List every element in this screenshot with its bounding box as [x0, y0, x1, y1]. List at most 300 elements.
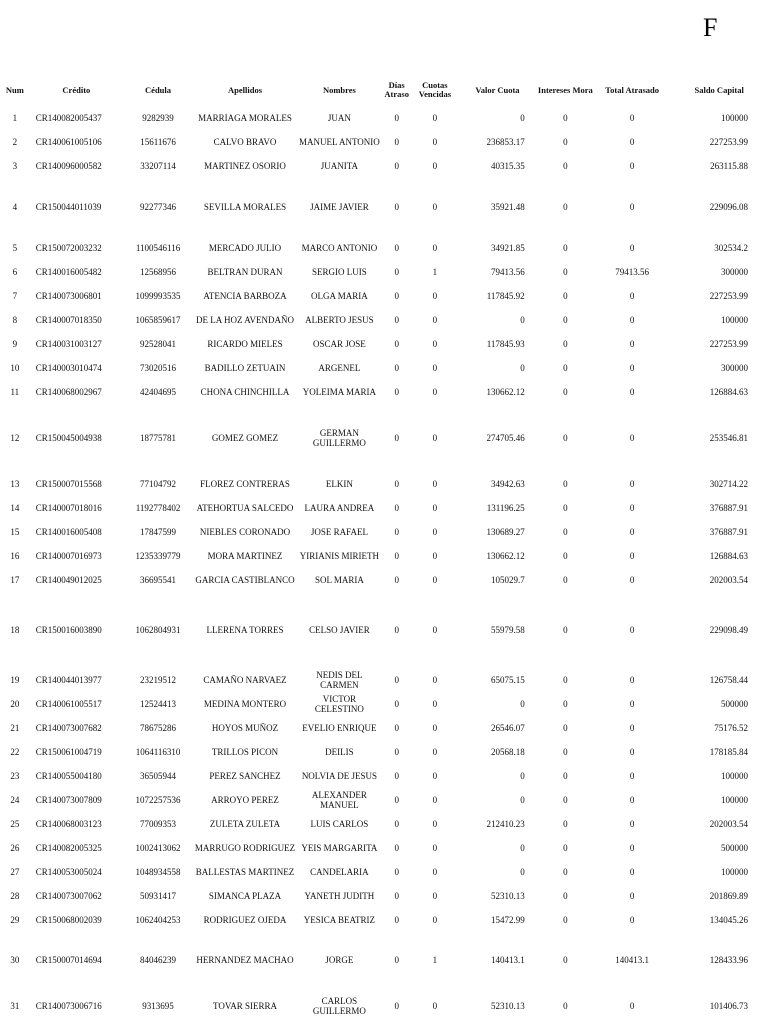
- cell-saldo-capital: 126884.63: [709, 387, 748, 397]
- cell-valor-cuota: 236853.17: [486, 137, 525, 147]
- cell-cuotas-vencidas: 1: [432, 955, 438, 965]
- cell-credito: CR150045004938: [35, 433, 102, 443]
- cell-num: 27: [10, 867, 20, 877]
- cell-valor-cuota: 34942.63: [490, 479, 525, 489]
- table-row: [0, 380, 768, 404]
- cell-valor-cuota: 117845.92: [486, 291, 525, 301]
- cell-cedula: 18775781: [140, 433, 177, 443]
- table-row: [0, 496, 768, 520]
- cell-dias-atraso: 0: [394, 551, 399, 561]
- cell-cuotas-vencidas: 0: [432, 843, 438, 853]
- cell-cedula: 9282939: [142, 113, 174, 123]
- cell-saldo-capital: 202003.54: [709, 575, 748, 585]
- cell-cedula: 50931417: [140, 891, 177, 901]
- cell-num: 10: [10, 363, 20, 373]
- cell-num: 16: [10, 551, 20, 561]
- cell-total-atrasado: 0: [629, 891, 635, 901]
- cell-apellidos: ZULETA ZULETA: [209, 819, 281, 829]
- cell-cedula: 84046239: [140, 955, 177, 965]
- cell-cedula: 1002413062: [135, 843, 181, 853]
- cell-valor-cuota: 105029.7: [490, 575, 525, 585]
- cell-apellidos: BADILLO ZETUAIN: [204, 363, 286, 373]
- cell-cuotas-vencidas: 0: [432, 747, 438, 757]
- cell-intereses-mora: 0: [563, 795, 568, 805]
- cell-credito: CR140073006716: [35, 1001, 102, 1011]
- cell-num: 4: [12, 202, 18, 212]
- table-row: [0, 178, 768, 236]
- cell-valor-cuota: 0: [520, 843, 525, 853]
- cell-credito: CR140068002967: [35, 387, 102, 397]
- cell-saldo-capital: 128433.96: [709, 955, 748, 965]
- cell-total-atrasado: 0: [629, 113, 635, 123]
- cell-num: 26: [10, 843, 20, 853]
- cell-credito: CR140049012025: [35, 575, 102, 585]
- cell-credito: CR140061005517: [35, 699, 102, 709]
- cell-total-atrasado: 0: [629, 339, 635, 349]
- cell-cuotas-vencidas: 0: [432, 433, 438, 443]
- cell-cedula: 12568956: [140, 267, 177, 277]
- cell-dias-atraso: 0: [394, 819, 399, 829]
- cell-nombres: YANETH JUDITH: [304, 891, 375, 901]
- cell-intereses-mora: 0: [563, 339, 568, 349]
- cell-credito: CR140073007809: [35, 795, 102, 805]
- cell-dias-atraso: 0: [394, 955, 399, 965]
- cell-intereses-mora: 0: [563, 202, 568, 212]
- cell-saldo-capital: 126758.44: [709, 675, 748, 685]
- cell-apellidos: BELTRAN DURAN: [207, 267, 283, 277]
- cell-num: 5: [12, 243, 18, 253]
- cell-saldo-capital: 302714.22: [709, 479, 748, 489]
- cell-saldo-capital: 227253.99: [709, 137, 748, 147]
- table-row: [0, 788, 768, 812]
- cell-apellidos: TRILLOS PICON: [211, 747, 279, 757]
- cell-intereses-mora: 0: [563, 625, 568, 635]
- cell-saldo-capital: 75176.52: [714, 723, 748, 733]
- cell-valor-cuota: 130662.12: [486, 387, 525, 397]
- cell-nombres: ARGENEL: [318, 363, 361, 373]
- cell-cedula: 9313695: [142, 1001, 174, 1011]
- cell-intereses-mora: 0: [563, 161, 568, 171]
- cell-apellidos: CHONA CHINCHILLA: [200, 387, 290, 397]
- cell-nombres: SOL MARIA: [314, 575, 364, 585]
- cell-nombres: CARLOS GUILLERMO: [312, 996, 366, 1016]
- cell-intereses-mora: 0: [563, 433, 568, 443]
- cell-apellidos: NIEBLES CORONADO: [199, 527, 291, 537]
- table-row: [0, 130, 768, 154]
- cell-valor-cuota: 0: [520, 699, 525, 709]
- table-row: [0, 692, 768, 716]
- cell-apellidos: MARTINEZ OSORIO: [204, 161, 286, 171]
- cell-dias-atraso: 0: [394, 243, 399, 253]
- cell-cuotas-vencidas: 0: [432, 527, 438, 537]
- cell-total-atrasado: 0: [629, 479, 635, 489]
- cell-intereses-mora: 0: [563, 527, 568, 537]
- cell-total-atrasado: 0: [629, 527, 635, 537]
- cell-saldo-capital: 300000: [721, 363, 748, 373]
- cell-cuotas-vencidas: 0: [432, 339, 438, 349]
- cell-num: 3: [12, 161, 18, 171]
- cell-dias-atraso: 0: [394, 843, 399, 853]
- table-row: [0, 106, 768, 130]
- cell-saldo-capital: 500000: [721, 843, 748, 853]
- cell-saldo-capital: 100000: [721, 795, 748, 805]
- cell-intereses-mora: 0: [563, 819, 568, 829]
- cell-nombres: LAURA ANDREA: [304, 503, 375, 513]
- cell-cedula: 92528041: [140, 339, 177, 349]
- cell-apellidos: MARRUGO RODRIGUEZ: [194, 843, 296, 853]
- table-header: [0, 74, 768, 106]
- cell-total-atrasado: 0: [629, 243, 635, 253]
- table-row: [0, 908, 768, 932]
- cell-saldo-capital: 302534.2: [714, 243, 748, 253]
- cell-nombres: VICTOR CELESTINO: [314, 694, 364, 714]
- cell-cuotas-vencidas: 0: [432, 819, 438, 829]
- cell-dias-atraso: 0: [394, 747, 399, 757]
- cell-nombres: JAIME JAVIER: [310, 202, 369, 212]
- cell-valor-cuota: 131196.25: [486, 503, 525, 513]
- table-row: [0, 236, 768, 260]
- cell-saldo-capital: 126884.63: [709, 551, 748, 561]
- cell-total-atrasado: 0: [629, 723, 635, 733]
- cell-cedula: 1048934558: [135, 867, 181, 877]
- cell-total-atrasado: 0: [629, 363, 635, 373]
- cell-credito: CR140073007682: [35, 723, 102, 733]
- cell-cuotas-vencidas: 0: [432, 575, 438, 585]
- table-row: [0, 284, 768, 308]
- cell-cuotas-vencidas: 0: [432, 113, 438, 123]
- header-cedula: Cédula: [145, 84, 172, 95]
- cell-saldo-capital: 227253.99: [709, 339, 748, 349]
- cell-credito: CR140096000582: [35, 161, 102, 171]
- cell-cedula: 73020516: [140, 363, 177, 373]
- cell-cedula: 15611676: [140, 137, 176, 147]
- cell-intereses-mora: 0: [563, 915, 568, 925]
- cell-valor-cuota: 0: [520, 363, 525, 373]
- cell-apellidos: RODRIGUEZ OJEDA: [203, 915, 287, 925]
- cell-total-atrasado: 0: [629, 843, 635, 853]
- cell-num: 11: [10, 387, 20, 397]
- header-total-atrasado: Total Atrasado: [605, 84, 660, 95]
- cell-valor-cuota: 0: [520, 795, 525, 805]
- cell-valor-cuota: 52310.13: [490, 1001, 525, 1011]
- cell-credito: CR150044011039: [35, 202, 102, 212]
- cell-cuotas-vencidas: 0: [432, 291, 438, 301]
- cell-apellidos: SEVILLA MORALES: [203, 202, 287, 212]
- cell-intereses-mora: 0: [563, 267, 568, 277]
- table-row: [0, 520, 768, 544]
- cell-total-atrasado: 0: [629, 551, 635, 561]
- header-nombres: Nombres: [322, 84, 356, 95]
- cell-apellidos: ATEHORTUA SALCEDO: [196, 503, 294, 513]
- cell-saldo-capital: 376887.91: [709, 503, 748, 513]
- cell-saldo-capital: 100000: [721, 113, 748, 123]
- cell-nombres: OSCAR JOSE: [313, 339, 366, 349]
- cell-apellidos: CAMAÑO NARVAEZ: [203, 675, 287, 685]
- cell-total-atrasado: 0: [629, 867, 635, 877]
- header-intereses-mora: Intereses Mora: [537, 84, 593, 95]
- cell-saldo-capital: 500000: [721, 699, 748, 709]
- cell-cuotas-vencidas: 0: [432, 1001, 438, 1011]
- cell-intereses-mora: 0: [563, 551, 568, 561]
- cell-num: 9: [12, 339, 18, 349]
- cell-saldo-capital: 376887.91: [709, 527, 748, 537]
- cell-cuotas-vencidas: 0: [432, 363, 438, 373]
- cell-apellidos: GARCIA CASTIBLANCO: [195, 575, 295, 585]
- cell-total-atrasado: 0: [629, 503, 635, 513]
- cell-valor-cuota: 274705.46: [486, 433, 525, 443]
- cell-intereses-mora: 0: [563, 699, 568, 709]
- cell-credito: CR150007014694: [35, 955, 102, 965]
- cell-cuotas-vencidas: 1: [432, 267, 438, 277]
- cell-cuotas-vencidas: 0: [432, 503, 438, 513]
- table-row: [0, 988, 768, 1024]
- cell-apellidos: MEDINA MONTERO: [203, 699, 287, 709]
- cell-cedula: 23219512: [140, 675, 177, 685]
- cell-total-atrasado: 79413.56: [615, 267, 650, 277]
- header-credito: Crédito: [62, 84, 91, 95]
- cell-valor-cuota: 15472.99: [490, 915, 525, 925]
- cell-valor-cuota: 52310.13: [490, 891, 525, 901]
- cell-total-atrasado: 0: [629, 675, 635, 685]
- cell-num: 30: [10, 955, 20, 965]
- cell-nombres: CELSO JAVIER: [309, 625, 370, 635]
- cell-apellidos: RICARDO MIELES: [207, 339, 283, 349]
- table-row: [0, 260, 768, 284]
- cell-num: 15: [10, 527, 20, 537]
- cell-intereses-mora: 0: [563, 955, 568, 965]
- cell-saldo-capital: 300000: [721, 267, 748, 277]
- cell-dias-atraso: 0: [394, 527, 399, 537]
- cell-credito: CR140016005408: [35, 527, 102, 537]
- cell-saldo-capital: 229096.08: [709, 202, 748, 212]
- cell-num: 12: [10, 433, 20, 443]
- cell-cuotas-vencidas: 0: [432, 315, 438, 325]
- cell-valor-cuota: 140413.1: [490, 955, 525, 965]
- cell-cuotas-vencidas: 0: [432, 771, 438, 781]
- table-body: [0, 106, 768, 1024]
- cell-valor-cuota: 40315.35: [490, 161, 525, 171]
- cell-valor-cuota: 20568.18: [490, 747, 525, 757]
- cell-credito: CR140003010474: [35, 363, 102, 373]
- cell-total-atrasado: 0: [629, 433, 635, 443]
- cell-apellidos: PEREZ SANCHEZ: [209, 771, 281, 781]
- cell-valor-cuota: 212410.23: [486, 819, 525, 829]
- cell-saldo-capital: 100000: [721, 867, 748, 877]
- cell-num: 17: [10, 575, 20, 585]
- cell-num: 19: [10, 675, 20, 685]
- cell-num: 29: [10, 915, 20, 925]
- cell-credito: CR140031003127: [35, 339, 102, 349]
- cell-credito: CR150016003890: [35, 625, 102, 635]
- cell-credito: CR140007016973: [35, 551, 102, 561]
- cell-total-atrasado: 0: [629, 161, 635, 171]
- cell-num: 7: [12, 291, 18, 301]
- cell-apellidos: MERCADO JULIO: [208, 243, 282, 253]
- cell-credito: CR140007018016: [35, 503, 102, 513]
- cell-dias-atraso: 0: [394, 339, 399, 349]
- cell-credito: CR150068002039: [35, 915, 102, 925]
- cell-dias-atraso: 0: [394, 315, 399, 325]
- cell-intereses-mora: 0: [563, 843, 568, 853]
- table-row: [0, 764, 768, 788]
- cell-num: 20: [10, 699, 20, 709]
- cell-apellidos: BALLESTAS MARTINEZ: [195, 867, 295, 877]
- header-apellidos: Apellidos: [228, 84, 263, 95]
- header-dias-atraso: Días Atraso: [384, 80, 409, 99]
- cell-nombres: GERMAN GUILLERMO: [312, 428, 366, 448]
- cell-total-atrasado: 0: [629, 575, 635, 585]
- header-saldo-capital: Saldo Capital: [694, 84, 744, 95]
- cell-intereses-mora: 0: [563, 675, 568, 685]
- table-row: [0, 332, 768, 356]
- cell-num: 8: [12, 315, 18, 325]
- cell-num: 14: [10, 503, 20, 513]
- cell-cedula: 1064116310: [135, 747, 181, 757]
- cell-total-atrasado: 0: [629, 202, 635, 212]
- cell-dias-atraso: 0: [394, 503, 399, 513]
- cell-cuotas-vencidas: 0: [432, 137, 438, 147]
- cell-nombres: JUANITA: [320, 161, 359, 171]
- cell-credito: CR150061004719: [35, 747, 102, 757]
- cell-apellidos: MARRIAGA MORALES: [198, 113, 292, 123]
- cell-saldo-capital: 101406.73: [709, 1001, 748, 1011]
- cell-apellidos: MORA MARTINEZ: [207, 551, 283, 561]
- cell-nombres: DEILIS: [325, 747, 354, 757]
- cell-saldo-capital: 100000: [721, 771, 748, 781]
- cell-valor-cuota: 0: [520, 771, 525, 781]
- cell-cuotas-vencidas: 0: [432, 675, 438, 685]
- cell-cuotas-vencidas: 0: [432, 891, 438, 901]
- cell-total-atrasado: 0: [629, 315, 635, 325]
- cell-total-atrasado: 0: [629, 771, 635, 781]
- cell-credito: CR140016005482: [35, 267, 102, 277]
- cell-cedula: 1072257536: [135, 795, 181, 805]
- cell-cuotas-vencidas: 0: [432, 479, 438, 489]
- cell-intereses-mora: 0: [563, 867, 568, 877]
- cell-valor-cuota: 0: [520, 113, 525, 123]
- cell-nombres: LUIS CARLOS: [310, 819, 369, 829]
- cell-total-atrasado: 0: [629, 1001, 635, 1011]
- cell-apellidos: TOVAR SIERRA: [213, 1001, 277, 1011]
- cell-credito: CR140073006801: [35, 291, 102, 301]
- page-heading-fragment: F: [703, 13, 718, 42]
- cell-cedula: 1062404253: [135, 915, 181, 925]
- cell-cedula: 1192778402: [135, 503, 181, 513]
- cell-dias-atraso: 0: [394, 387, 399, 397]
- cell-apellidos: HERNANDEZ MACHAO: [196, 955, 294, 965]
- cell-valor-cuota: 130662.12: [486, 551, 525, 561]
- cell-cuotas-vencidas: 0: [432, 551, 438, 561]
- cell-valor-cuota: 35921.48: [490, 202, 525, 212]
- cell-credito: CR140055004180: [35, 771, 102, 781]
- cell-valor-cuota: 117845.93: [486, 339, 525, 349]
- table-row: [0, 154, 768, 178]
- cell-intereses-mora: 0: [563, 891, 568, 901]
- cell-dias-atraso: 0: [394, 867, 399, 877]
- cell-cedula: 1100546116: [135, 243, 181, 253]
- cell-nombres: JORGE: [325, 955, 354, 965]
- cell-cedula: 1099993535: [135, 291, 181, 301]
- table-row: [0, 668, 768, 692]
- cell-credito: CR140044013977: [35, 675, 102, 685]
- cell-cuotas-vencidas: 0: [432, 202, 438, 212]
- cell-dias-atraso: 0: [394, 625, 399, 635]
- table-row: [0, 716, 768, 740]
- cell-nombres: EVELIO ENRIQUE: [302, 723, 377, 733]
- cell-cedula: 1235339779: [135, 551, 181, 561]
- cell-dias-atraso: 0: [394, 267, 399, 277]
- cell-num: 23: [10, 771, 20, 781]
- cell-dias-atraso: 0: [394, 291, 399, 301]
- cell-total-atrasado: 0: [629, 291, 635, 301]
- cell-nombres: ALBERTO JESUS: [305, 315, 374, 325]
- cell-intereses-mora: 0: [563, 503, 568, 513]
- cell-total-atrasado: 0: [629, 915, 635, 925]
- cell-dias-atraso: 0: [394, 113, 399, 123]
- cell-dias-atraso: 0: [394, 675, 399, 685]
- cell-cuotas-vencidas: 0: [432, 387, 438, 397]
- cell-nombres: YOLEIMA MARIA: [302, 387, 377, 397]
- cell-cuotas-vencidas: 0: [432, 795, 438, 805]
- cell-valor-cuota: 79413.56: [490, 267, 525, 277]
- cell-saldo-capital: 263115.88: [710, 161, 748, 171]
- table-row: [0, 472, 768, 496]
- cell-cedula: 17847599: [140, 527, 177, 537]
- cell-nombres: MARCO ANTONIO: [301, 243, 378, 253]
- cell-dias-atraso: 0: [394, 795, 399, 805]
- cell-cuotas-vencidas: 0: [432, 161, 438, 171]
- cell-credito: CR140073007062: [35, 891, 102, 901]
- cell-num: 28: [10, 891, 20, 901]
- cell-saldo-capital: 201869.89: [709, 891, 748, 901]
- cell-dias-atraso: 0: [394, 137, 399, 147]
- cell-dias-atraso: 0: [394, 363, 399, 373]
- table-row: [0, 356, 768, 380]
- cell-intereses-mora: 0: [563, 137, 568, 147]
- cell-valor-cuota: 34921.85: [490, 243, 525, 253]
- cell-nombres: OLGA MARIA: [311, 291, 368, 301]
- cell-cedula: 78675286: [140, 723, 177, 733]
- cell-nombres: ELKIN: [325, 479, 353, 489]
- cell-cedula: 1065859617: [135, 315, 181, 325]
- table-row: [0, 404, 768, 472]
- cell-apellidos: FLOREZ CONTRERAS: [200, 479, 290, 489]
- cell-num: 6: [12, 267, 18, 277]
- cell-apellidos: HOYOS MUÑOZ: [211, 723, 279, 733]
- cell-apellidos: ARROYO PEREZ: [211, 795, 279, 805]
- cell-total-atrasado: 0: [629, 747, 635, 757]
- cell-saldo-capital: 178185.84: [709, 747, 748, 757]
- cell-saldo-capital: 134045.26: [709, 915, 748, 925]
- cell-total-atrasado: 0: [629, 137, 635, 147]
- cell-num: 24: [10, 795, 20, 805]
- cell-cedula: 12524413: [140, 699, 177, 709]
- cell-num: 1: [12, 113, 18, 123]
- cell-dias-atraso: 0: [394, 915, 399, 925]
- cell-num: 18: [10, 625, 20, 635]
- cell-credito: CR150072003232: [35, 243, 102, 253]
- cell-dias-atraso: 0: [394, 699, 399, 709]
- cell-dias-atraso: 0: [394, 891, 399, 901]
- cell-intereses-mora: 0: [563, 479, 568, 489]
- cell-total-atrasado: 0: [629, 699, 635, 709]
- cell-total-atrasado: 140413.1: [615, 955, 650, 965]
- cell-intereses-mora: 0: [563, 771, 568, 781]
- cell-valor-cuota: 130689.27: [486, 527, 525, 537]
- cell-nombres: NOLVIA DE JESUS: [301, 771, 377, 781]
- cell-total-atrasado: 0: [629, 387, 635, 397]
- cell-cedula: 33207114: [140, 161, 176, 171]
